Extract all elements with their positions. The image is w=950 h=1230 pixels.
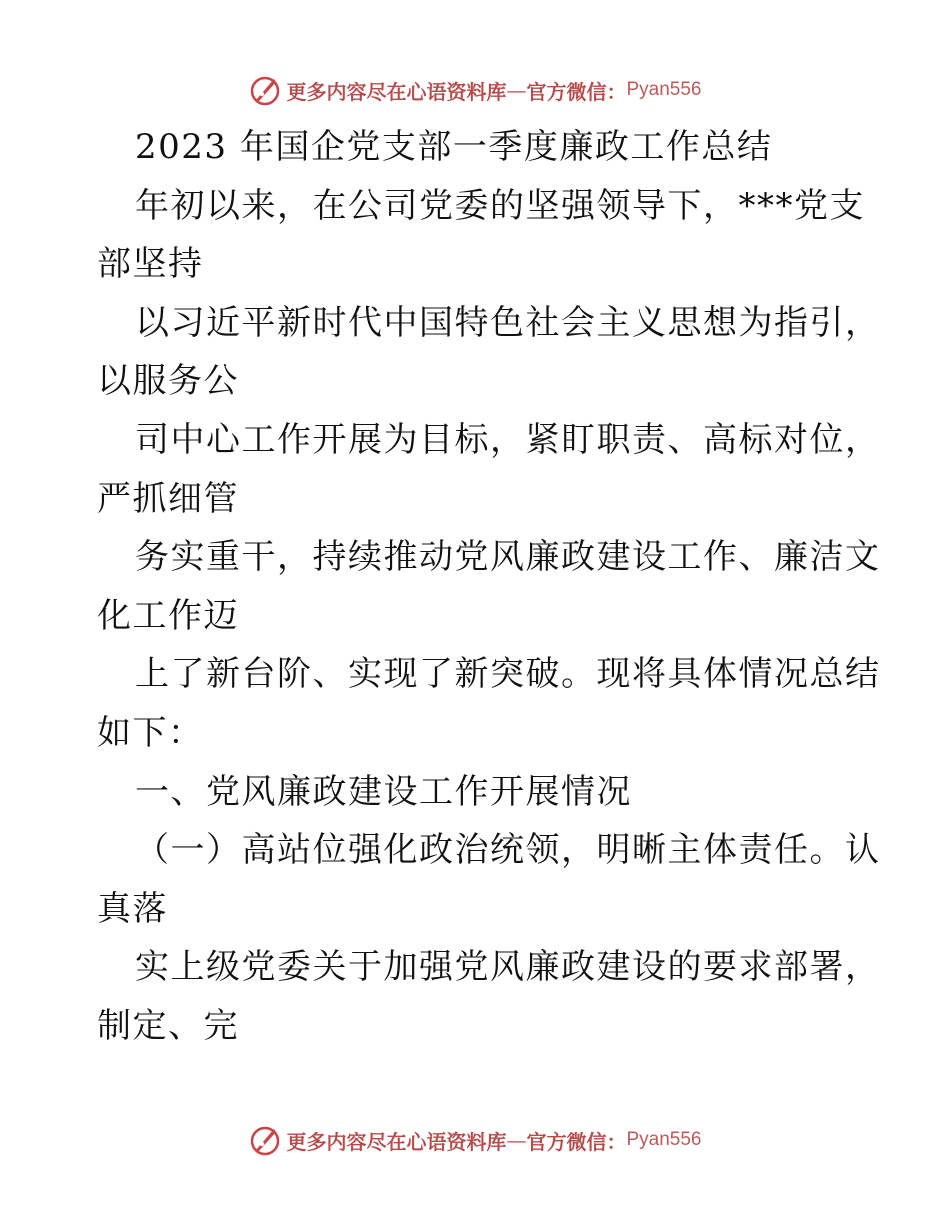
body-line: 如下： <box>97 712 204 753</box>
body-line: 严抓细管 <box>97 478 239 519</box>
body-line: 化工作迈 <box>97 595 239 636</box>
body-line: 部坚持 <box>97 244 204 285</box>
watermark-wechat-label: 官方微信： <box>526 79 627 104</box>
watermark-wechat-id: Pyan556 <box>626 79 702 100</box>
quill-logo-icon <box>248 73 282 107</box>
body-line: 以习近平新时代中国特色社会主义思想为指引， <box>135 302 881 343</box>
body-line: 务实重干，持续推动党风廉政建设工作、廉洁文 <box>135 537 881 578</box>
watermark-separator: — <box>506 1128 527 1152</box>
document-title: 2023 年国企党支部一季度廉政工作总结 <box>135 127 773 167</box>
quill-logo-icon <box>248 1123 282 1157</box>
watermark-wechat-label: 官方微信： <box>526 1129 627 1154</box>
body-line: 以服务公 <box>97 361 239 402</box>
watermark-separator: — <box>506 78 527 102</box>
body-line: 实上级党委关于加强党风廉政建设的要求部署， <box>135 947 881 988</box>
body-line: 制定、完 <box>97 1005 239 1046</box>
watermark-main-text: 更多内容尽在心语资料库 <box>286 1129 507 1154</box>
body-line: 上了新台阶、实现了新突破。现将具体情况总结 <box>135 654 881 695</box>
subsection-heading: （一）高站位强化政治统领，明晰主体责任。认 <box>135 830 881 871</box>
document-body <box>97 118 881 1056</box>
watermark-wechat-id: Pyan556 <box>626 1129 702 1150</box>
section-heading: 一、党风廉政建设工作开展情况 <box>135 771 632 812</box>
watermark-main-text: 更多内容尽在心语资料库 <box>286 79 507 104</box>
header-watermark <box>0 70 950 110</box>
body-line: 真落 <box>97 888 168 929</box>
body-line: 司中心工作开展为目标，紧盯职责、高标对位， <box>135 419 881 460</box>
body-line: 年初以来，在公司党委的坚强领导下，***党支 <box>135 185 865 226</box>
footer-watermark <box>0 1120 950 1160</box>
